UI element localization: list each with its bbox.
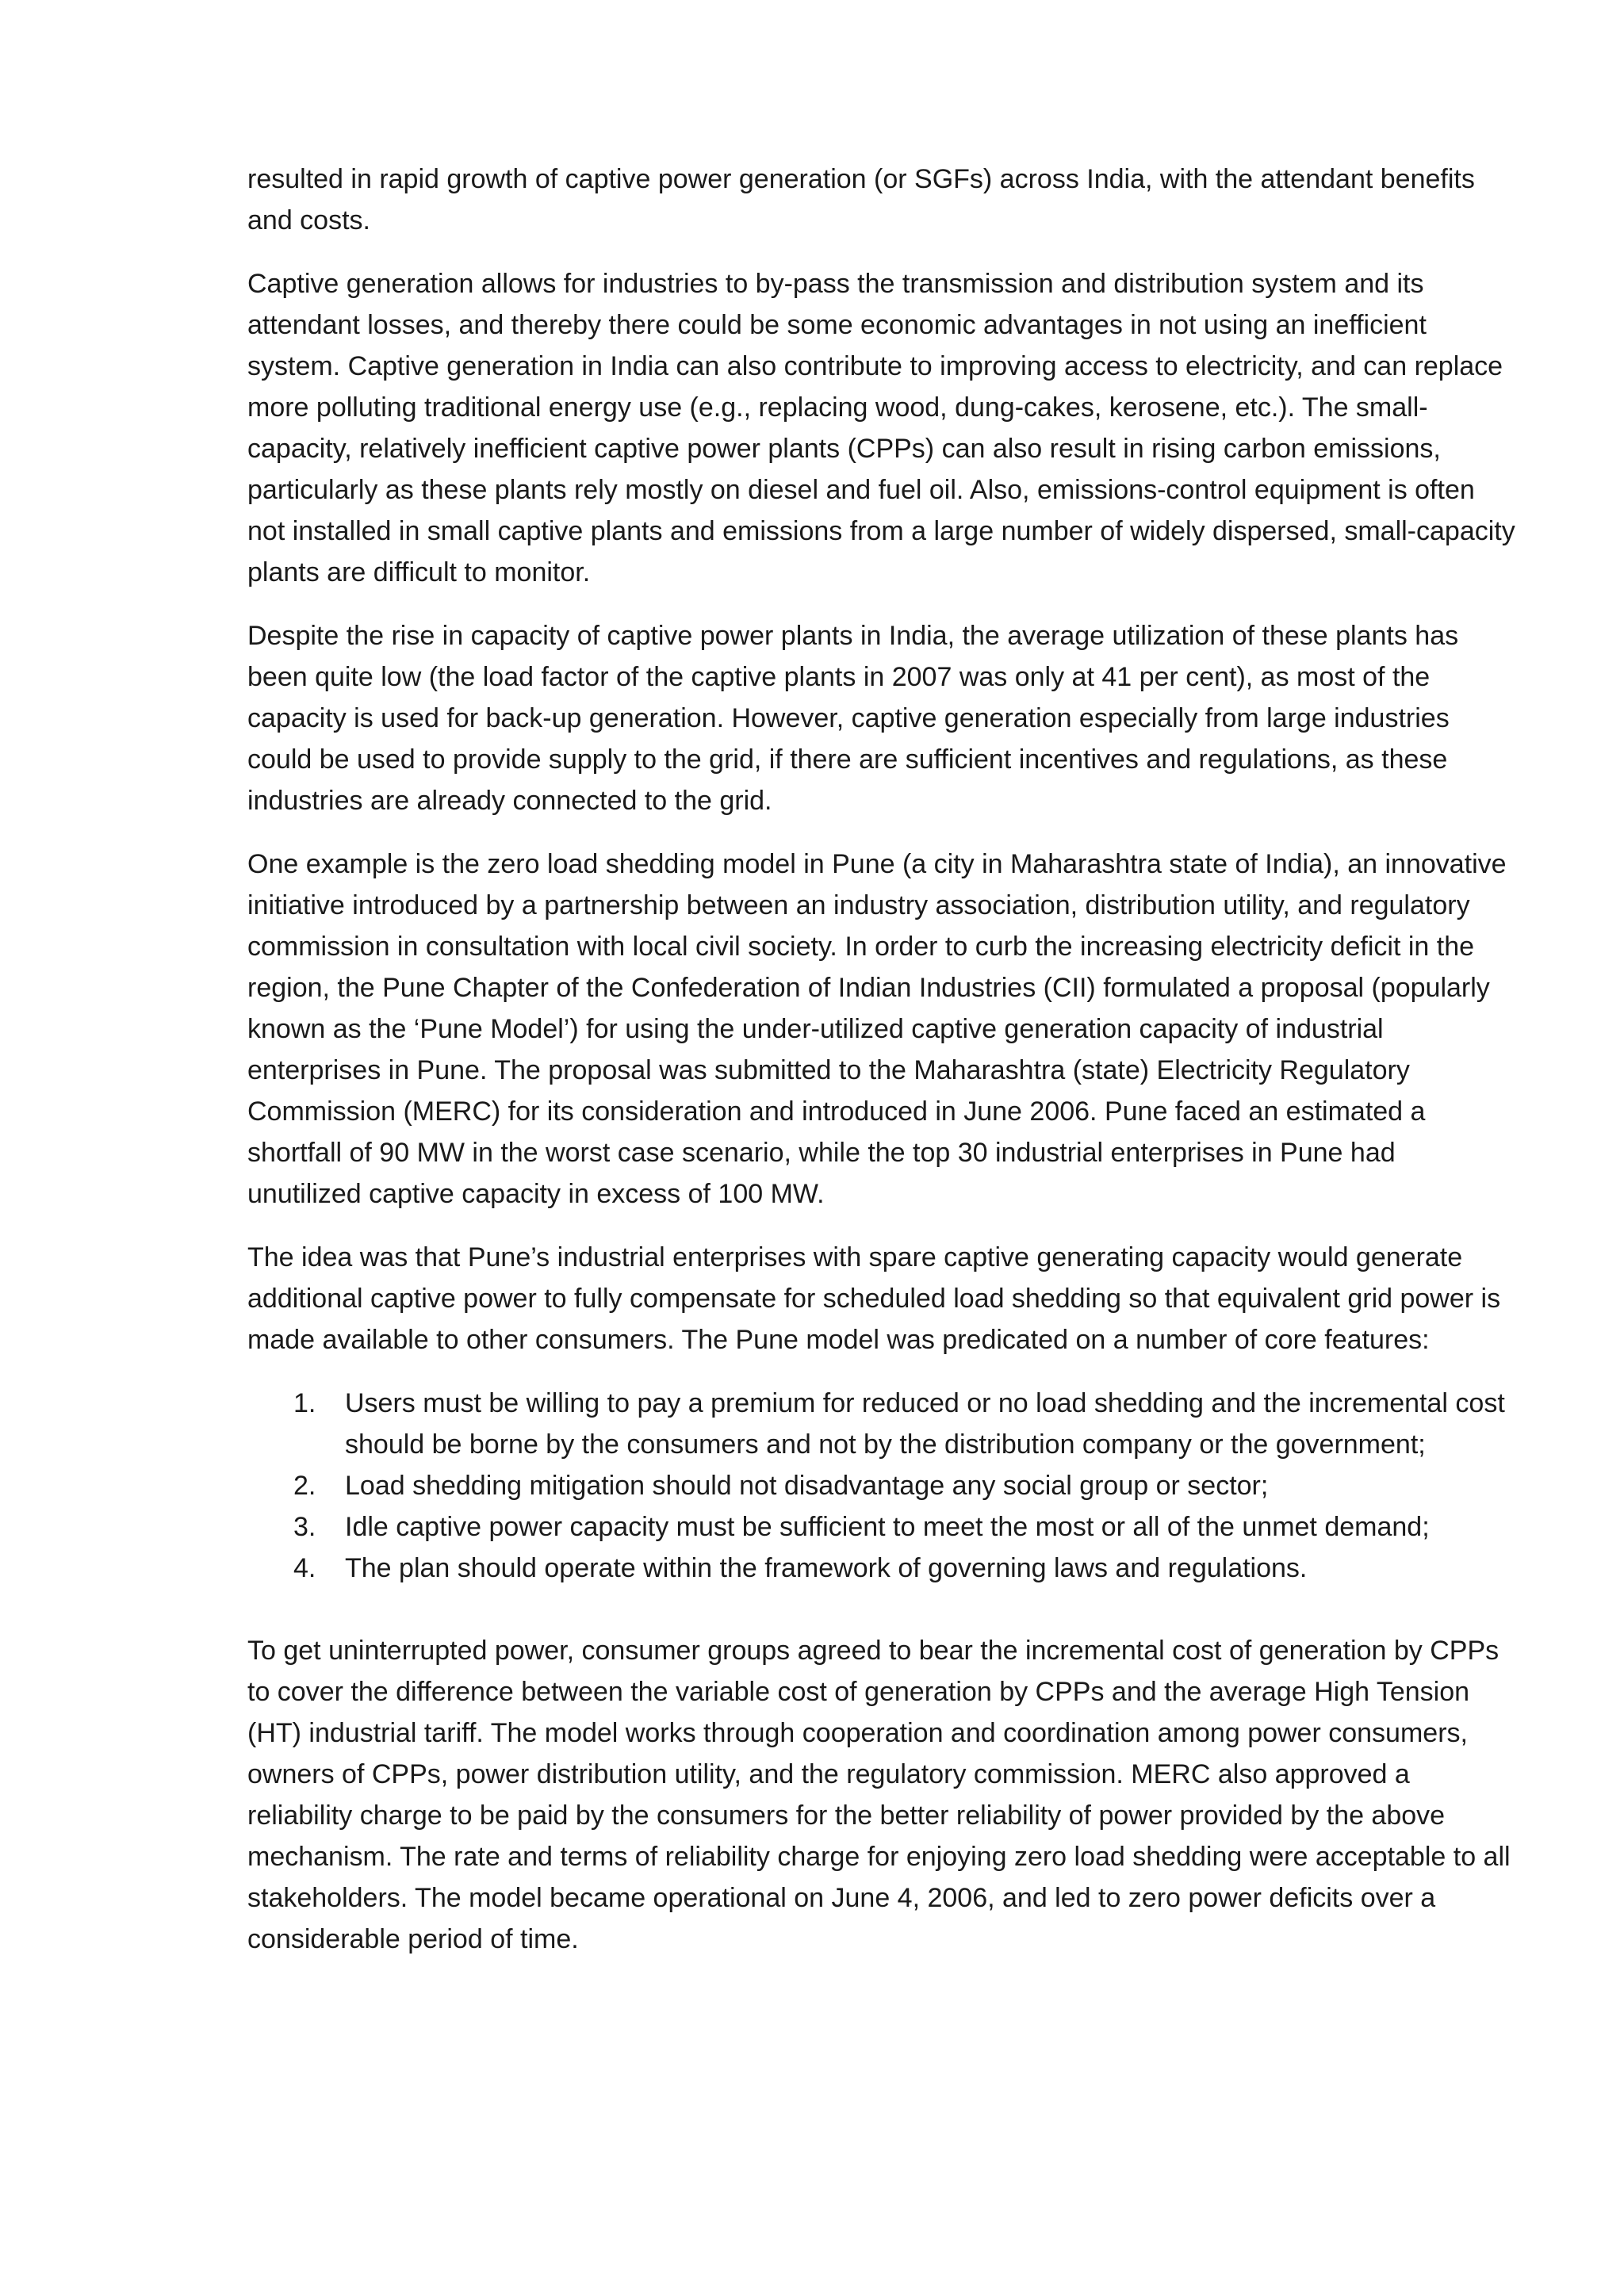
document-body [247,159,1516,1982]
paragraph-pune-idea: The idea was that Pune’s industrial enterprises with spare captive generating capacity would generate additional captive power to fully compensate for scheduled load shedding so that equivalent grid power is made available to other consumers. The Pune model was predicated on a number of core features: [247,1242,1501,1355]
list-item-text: Users must be willing to pay a premium for reduced or no load shedding and the incremental cost should be borne by the consumers and not by the distribution company or the government; [345,1388,1505,1460]
paragraph-utilization: Despite the rise in capacity of captive power plants in India, the average utilization of these plants has been quite low (the load factor of the captive plants in 2007 was only at 41 per cent), as most of the capacity is used for back-up generation. However, captive generation especially from large industries could be used to provide supply to the grid, if there are sufficient incentives and regulations, as these industries are already connected to the grid. [247,621,1459,816]
list-item-number: 2. [293,1471,316,1501]
paragraph-pune-example: One example is the zero load shedding model in Pune (a city in Maharashtra state of India), an innovative initiative introduced by a partnership between an industry association, distribution utility, and regulatory commission in consultation with local civil society. In order to curb the increasing electricity deficit in the region, the Pune Chapter of the Confederation of Indian Industries (CII) formulated a proposal (popularly known as the ‘Pune Model’) for using the under-utilized captive generation capacity of industrial enterprises in Pune. The proposal was submitted to the Maharashtra (state) Electricity Regulatory Commission (MERC) for its consideration and introduced in June 2006. Pune faced an estimated a shortfall of 90 MW in the worst case scenario, while the top 30 industrial enterprises in Pune had unutilized captive capacity in excess of 100 MW. [247,849,1507,1209]
paragraph-uninterrupted-power: To get uninterrupted power, consumer groups agreed to bear the incremental cost of generation by CPPs to cover the difference between the variable cost of generation by CPPs and the average High Tension (HT) industrial tariff. The model works through cooperation and coordination among power consumers, owners of CPPs, power distribution utility, and the regulatory commission. MERC also approved a reliability charge to be paid by the consumers for the better reliability of power provided by the above mechanism. The rate and terms of reliability charge for enjoying zero load shedding were acceptable to all stakeholders. The model became operational on June 4, 2006, and led to zero power deficits over a considerable period of time. [247,1636,1511,1954]
list-item-number: 4. [293,1553,316,1583]
list-item [247,1548,1516,1589]
list-item [247,1506,1516,1548]
list-item-number: 3. [293,1512,316,1542]
paragraph-captive-advantages: Captive generation allows for industries to by-pass the transmission and distribution system and its attendant losses, and thereby there could be some economic advantages in not using an inefficient system. Captive generation in India can also contribute to improving access to electricity, and can replace more polluting traditional energy use (e.g., replacing wood, dung-cakes, kerosene, etc.). The small-capacity, relatively inefficient captive power plants (CPPs) can also result in rising carbon emissions, particularly as these plants rely mostly on diesel and fuel oil. Also, emissions-control equipment is often not installed in small captive plants and emissions from a large number of widely dispersed, small-capacity plants are difficult to monitor. [247,269,1515,587]
list-item [247,1465,1516,1506]
list-item-text: Load shedding mitigation should not disadvantage any social group or sector; [345,1471,1269,1501]
list-item-number: 1. [293,1388,316,1418]
paragraph-captive-growth: resulted in rapid growth of captive power generation (or SGFs) across India, with the attendant benefits and costs. [247,164,1475,235]
list-item [247,1383,1516,1465]
list-item-text: The plan should operate within the framework of governing laws and regulations. [345,1553,1308,1583]
list-item-text: Idle captive power capacity must be sufficient to meet the most or all of the unmet demand; [345,1512,1430,1542]
core-features-list [247,1383,1516,1589]
